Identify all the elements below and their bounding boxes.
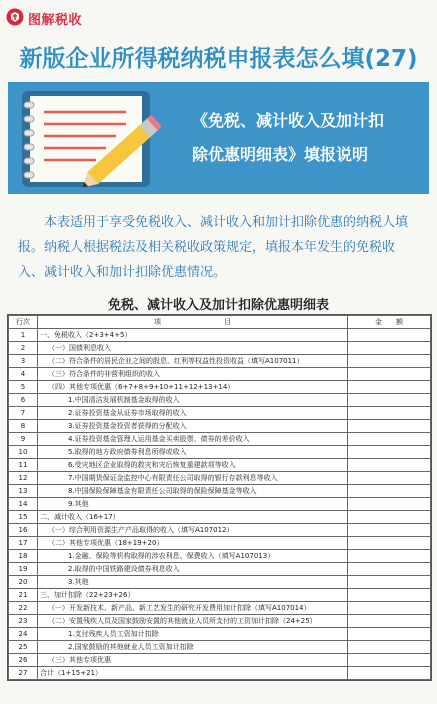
table-row	[9, 355, 431, 368]
row-amount[interactable]	[348, 420, 431, 433]
row-item: 6.受灾地区企业取得的救灾和灾后恢复重建款项等收入	[38, 459, 348, 472]
row-amount[interactable]	[348, 550, 431, 563]
row-item: 三、加计扣除（22+23+26）	[38, 589, 348, 602]
row-number: 27	[9, 667, 38, 680]
row-number: 3	[9, 355, 38, 368]
row-number: 21	[9, 589, 38, 602]
table-row	[9, 472, 431, 485]
row-number: 19	[9, 563, 38, 576]
row-number: 14	[9, 498, 38, 511]
row-item: （四）其他专项优惠（6+7+8+9+10+11+12+13+14）	[38, 381, 348, 394]
row-amount[interactable]	[348, 329, 431, 342]
table-row	[9, 576, 431, 589]
table-row	[9, 459, 431, 472]
row-amount[interactable]	[348, 355, 431, 368]
row-number: 9	[9, 433, 38, 446]
row-item: （二）符合条件的居民企业之间的股息、红利等权益性投资收益（填写A107011）	[38, 355, 348, 368]
row-amount[interactable]	[348, 537, 431, 550]
row-item: 2.国家鼓励的其他就业人员工资加计扣除	[38, 641, 348, 654]
row-amount[interactable]	[348, 498, 431, 511]
row-amount[interactable]	[348, 433, 431, 446]
table-header-row	[9, 316, 431, 329]
row-number: 6	[9, 394, 38, 407]
row-number: 24	[9, 628, 38, 641]
table-row	[9, 563, 431, 576]
row-number: 22	[9, 602, 38, 615]
row-item: 5.取得的地方政府债券利息所得或收入	[38, 446, 348, 459]
table-row	[9, 667, 431, 680]
row-amount[interactable]	[348, 485, 431, 498]
detail-table	[7, 314, 432, 681]
banner-title-line1: 《免税、减计收入及加计扣	[192, 111, 385, 130]
row-item: （一）国债利息收入	[38, 342, 348, 355]
intro-paragraph: 本表适用于享受免税收入、减计收入和加计扣除优惠的纳税人填报。纳税人根据税法及相关税收政策规定，填报本年发生的免税收入、减计收入和加计扣除优惠情况。	[18, 215, 409, 280]
row-amount[interactable]	[348, 459, 431, 472]
table-body	[9, 329, 431, 680]
table-row	[9, 511, 431, 524]
banner	[8, 82, 429, 194]
row-number: 2	[9, 342, 38, 355]
table-row	[9, 550, 431, 563]
row-item: 2.证券投资基金从证券市场取得的收入	[38, 407, 348, 420]
row-amount[interactable]	[348, 628, 431, 641]
row-item: 二、减计收入（16+17）	[38, 511, 348, 524]
row-number: 5	[9, 381, 38, 394]
row-item: 合计（1+15+21）	[38, 667, 348, 680]
table-row	[9, 602, 431, 615]
table-row	[9, 498, 431, 511]
notebook-pencil-icon	[20, 88, 168, 190]
row-number: 8	[9, 420, 38, 433]
row-amount[interactable]	[348, 511, 431, 524]
table-row	[9, 329, 431, 342]
banner-title	[192, 104, 424, 172]
row-item: 1.金融、保险等机构取得的涉农利息、保费收入（填写A107013）	[38, 550, 348, 563]
row-item: 4.证券投资基金管理人运用基金买卖股票、债券的差价收入	[38, 433, 348, 446]
row-amount[interactable]	[348, 394, 431, 407]
row-amount[interactable]	[348, 615, 431, 628]
row-item: 1.中国清洁发展机制基金取得的收入	[38, 394, 348, 407]
row-amount[interactable]	[348, 381, 431, 394]
page-title: 新版企业所得税纳税申报表怎么填(27)	[19, 46, 418, 72]
row-item: （三）符合条件的非营利组织的收入	[38, 368, 348, 381]
row-amount[interactable]	[348, 576, 431, 589]
table-row	[9, 433, 431, 446]
row-number: 1	[9, 329, 38, 342]
row-number: 12	[9, 472, 38, 485]
table-row	[9, 485, 431, 498]
row-amount[interactable]	[348, 368, 431, 381]
row-number: 13	[9, 485, 38, 498]
table-row	[9, 615, 431, 628]
row-amount[interactable]	[348, 446, 431, 459]
row-amount[interactable]	[348, 602, 431, 615]
row-number: 15	[9, 511, 38, 524]
row-number: 20	[9, 576, 38, 589]
row-amount[interactable]	[348, 654, 431, 667]
row-item: （二）安置残疾人员及国家鼓励安置的其他就业人员所支付的工资加计扣除（24+25）	[38, 615, 348, 628]
row-amount[interactable]	[348, 589, 431, 602]
row-number: 4	[9, 368, 38, 381]
row-item: 一、免税收入（2+3+4+5）	[38, 329, 348, 342]
row-amount[interactable]	[348, 342, 431, 355]
row-number: 18	[9, 550, 38, 563]
table-row	[9, 368, 431, 381]
row-number: 16	[9, 524, 38, 537]
table-row	[9, 628, 431, 641]
header-item: 项 目	[38, 316, 348, 329]
row-item: （一）开发新技术、新产品、新工艺发生的研究开发费用加计扣除（填写A107014）	[38, 602, 348, 615]
header	[0, 0, 437, 34]
table-row	[9, 394, 431, 407]
logo-icon	[6, 8, 24, 26]
row-amount[interactable]	[348, 407, 431, 420]
table-title: 免税、减计收入及加计扣除优惠明细表	[107, 298, 329, 313]
table-row	[9, 381, 431, 394]
header-amount: 金 额	[348, 316, 431, 329]
table-row	[9, 537, 431, 550]
row-amount[interactable]	[348, 667, 431, 680]
row-number: 7	[9, 407, 38, 420]
row-item: （一）综合利用资源生产产品取得的收入（填写A107012）	[38, 524, 348, 537]
row-amount[interactable]	[348, 563, 431, 576]
table-row	[9, 524, 431, 537]
row-number: 23	[9, 615, 38, 628]
table-row	[9, 446, 431, 459]
table-row	[9, 654, 431, 667]
banner-title-line2: 除优惠明细表》填报说明	[192, 145, 369, 164]
row-number: 10	[9, 446, 38, 459]
row-item: 3.证券投资基金投资者获得的分配收入	[38, 420, 348, 433]
brand-name: 图解税收	[28, 13, 83, 28]
row-item: 8.中国保险保障基金有限责任公司取得的保险保障基金等收入	[38, 485, 348, 498]
row-number: 17	[9, 537, 38, 550]
row-item: （三）其他专项优惠	[38, 654, 348, 667]
table-row	[9, 342, 431, 355]
row-item: 9.其他	[38, 498, 348, 511]
row-item: 2.取得的中国铁路建设债券利息收入	[38, 563, 348, 576]
row-item: 7.中国期货保证金监控中心有限责任公司取得的银行存款利息等收入	[38, 472, 348, 485]
table-row	[9, 641, 431, 654]
row-amount[interactable]	[348, 524, 431, 537]
row-number: 25	[9, 641, 38, 654]
row-item: （二）其他专项优惠（18+19+20）	[38, 537, 348, 550]
row-amount[interactable]	[348, 641, 431, 654]
table-row	[9, 420, 431, 433]
header-row-no: 行次	[9, 316, 38, 329]
row-amount[interactable]	[348, 472, 431, 485]
row-item: 1.支付残疾人员工资加计扣除	[38, 628, 348, 641]
row-number: 26	[9, 654, 38, 667]
table-row	[9, 589, 431, 602]
row-item: 3.其他	[38, 576, 348, 589]
row-number: 11	[9, 459, 38, 472]
table-row	[9, 407, 431, 420]
